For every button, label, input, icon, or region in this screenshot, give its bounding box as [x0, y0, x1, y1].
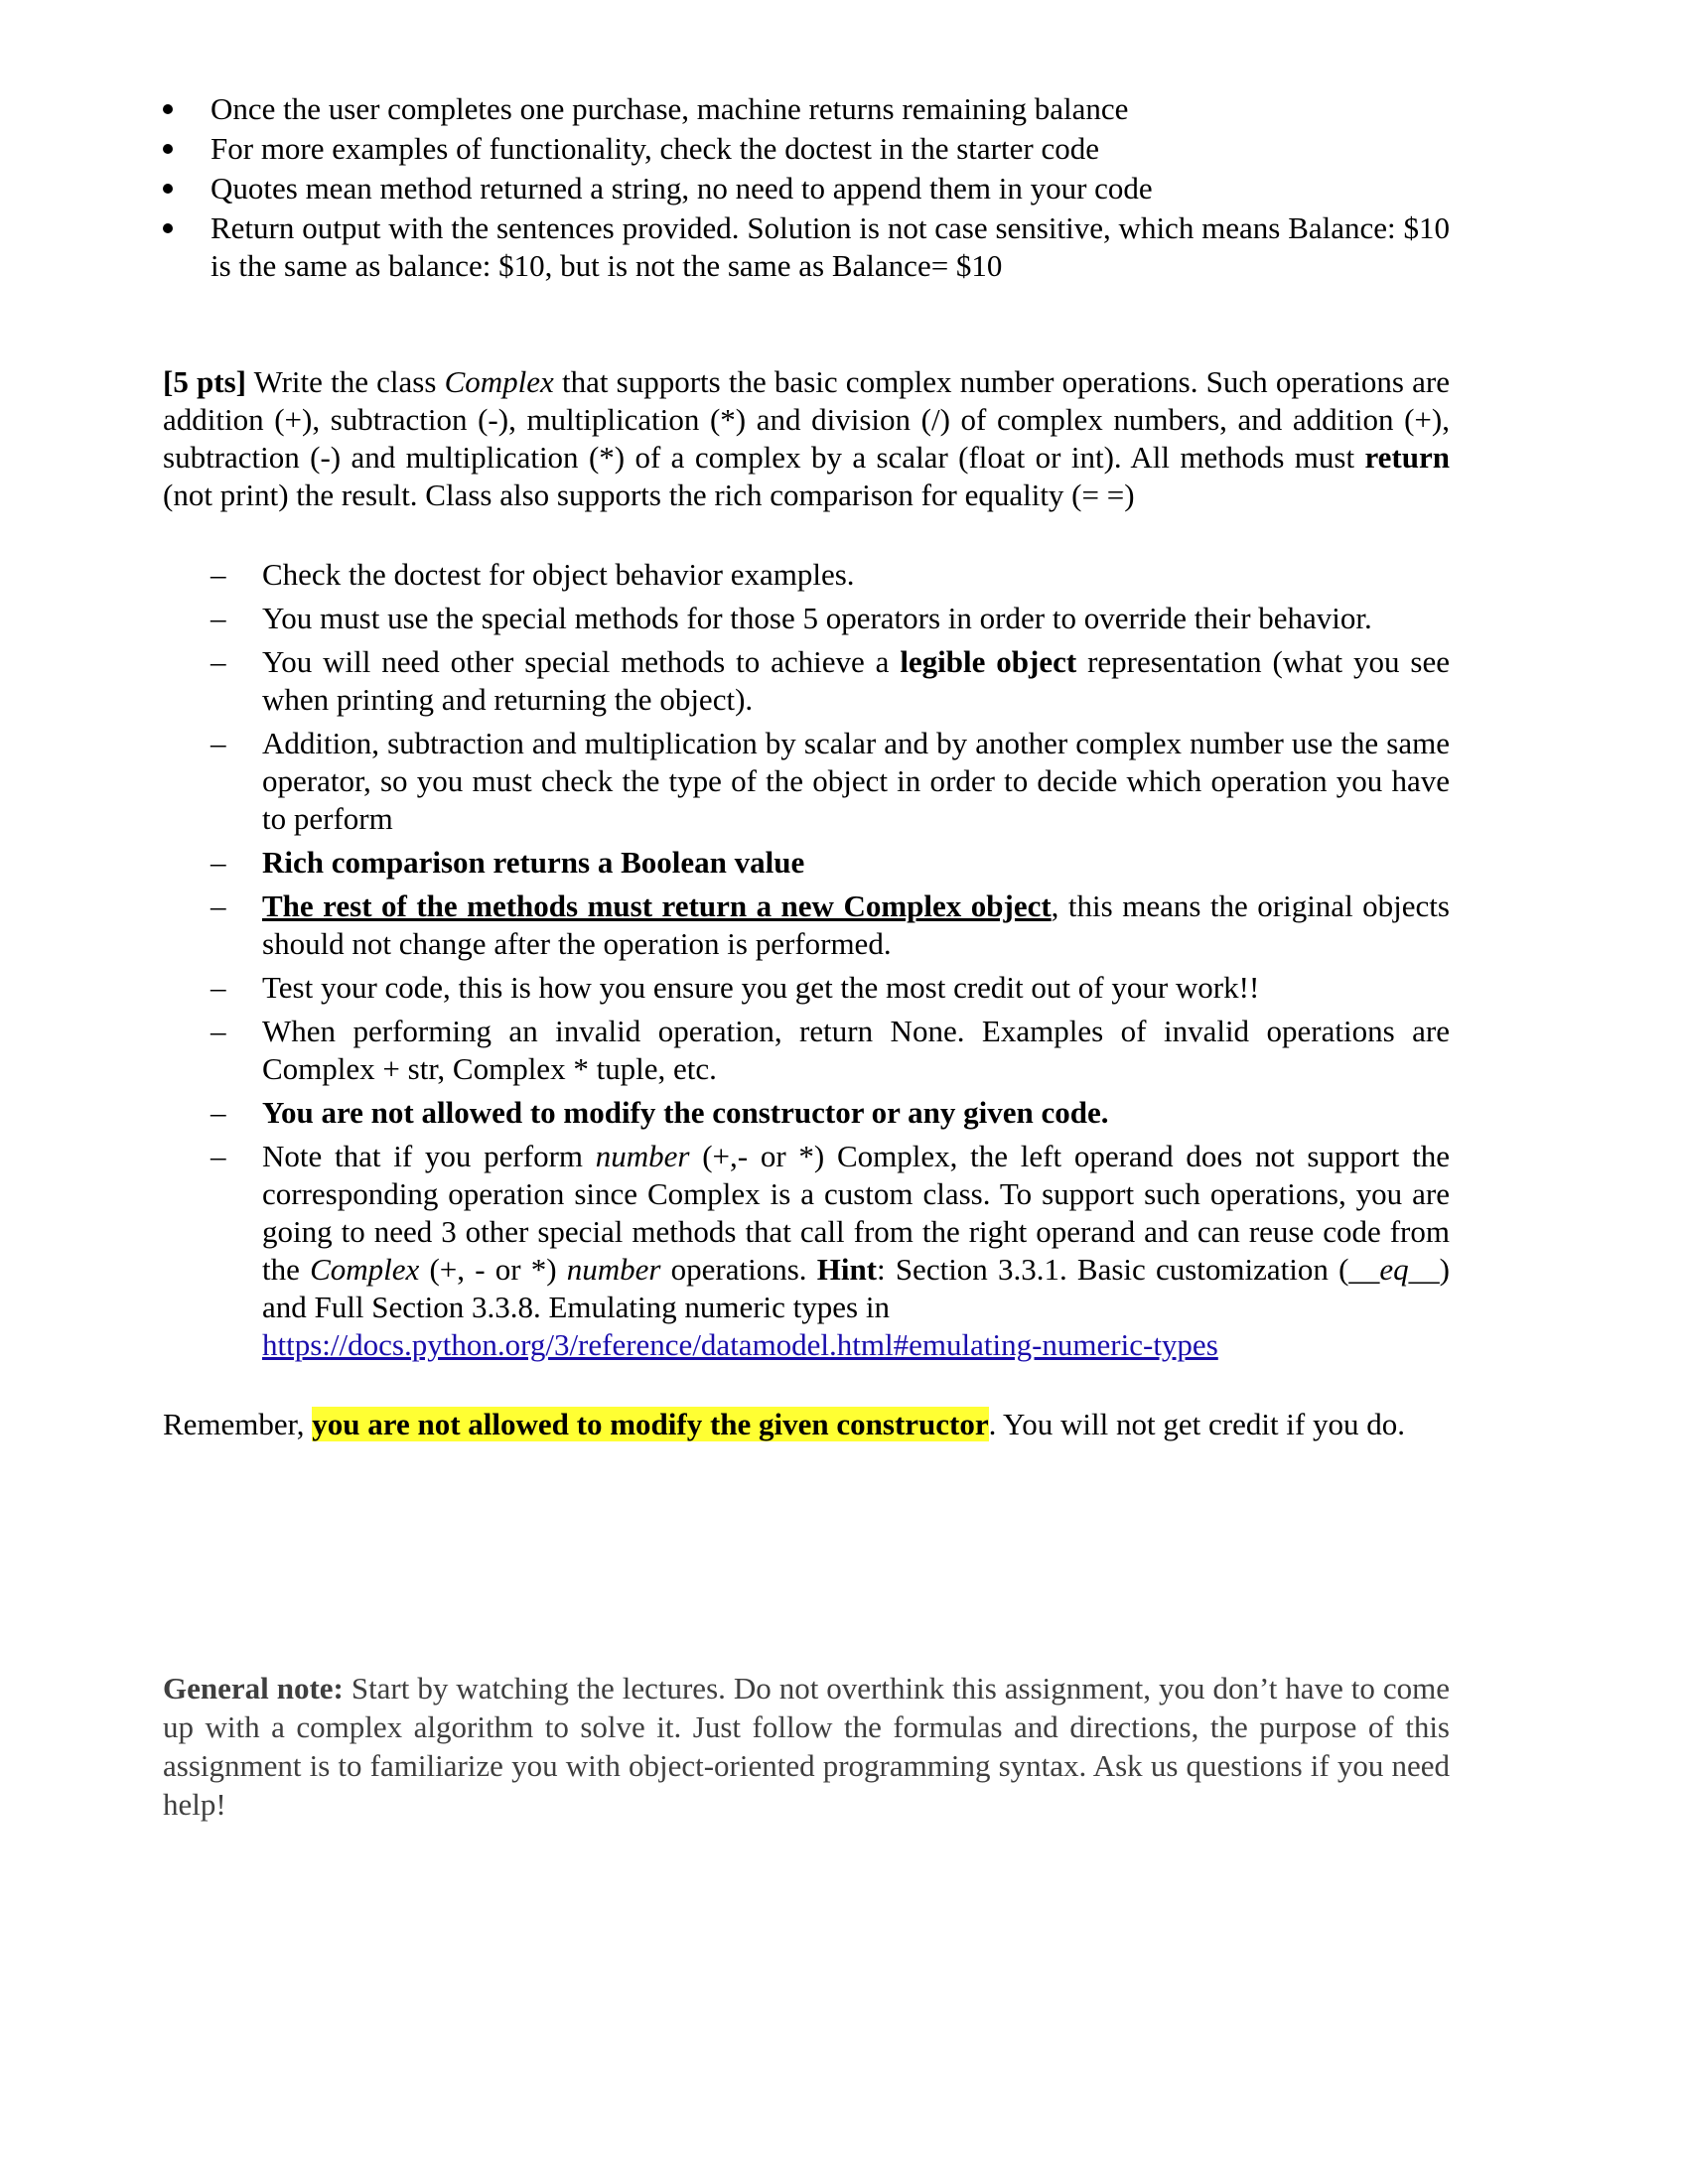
dash-item: – You are not allowed to modify the constructor or any given code.	[211, 1095, 1109, 1130]
dash-item: – When performing an invalid operation, return None. Examples of invalid operations are Complex + str, Complex * tuple, etc.	[211, 1014, 1450, 1086]
bullet-item: Return output with the sentences provided. Solution is not case sensitive, which means Balance: $10 is the same as balance: $10, but is not the same as Balance= $10	[159, 209, 1450, 285]
bullet-item: Quotes mean method returned a string, no need to append them in your code	[159, 170, 1450, 207]
bullet-icon	[163, 184, 173, 194]
dash-item: – Rich comparison returns a Boolean value	[211, 845, 805, 880]
task-description: [5 pts] Write the class Complex that supports the basic complex number operations. Such operations are addition (+), subtraction (-), multiplication (*) and division (/) of complex numbers, and addition (+), subtraction (-) and multiplication (*) of a complex by a scalar (float or int). All methods must return (not print) the result. Class also supports the rich comparison for equality (= =)	[163, 364, 1450, 512]
general-note-paragraph: General note: Start by watching the lectures. Do not overthink this assignment, you don’t have to come up with a complex algorithm to solve it. Just follow the formulas and directions, the purpose of this assignment is to familiarize you with object-oriented programming syntax. Ask us questions if you need help!	[163, 1671, 1450, 1822]
bullet-icon	[163, 223, 173, 233]
dash-item: – The rest of the methods must return a new Complex object, this means the original objects should not change after the operation is performed.	[211, 888, 1450, 961]
highlighted-warning: you are not allowed to modify the given constructor	[312, 1407, 989, 1441]
instructions-dash-list	[211, 556, 1450, 1370]
requirements-bullet-list	[159, 90, 1450, 287]
class-name: Complex	[444, 364, 554, 399]
dash-item: – You must use the special methods for those 5 operators in order to override their behavior.	[211, 601, 1372, 635]
bullet-item: Once the user completes one purchase, machine returns remaining balance	[159, 90, 1450, 128]
dash-item: – Addition, subtraction and multiplication by scalar and by another complex number use the same operator, so you must check the type of the object in order to decide which operation you have to perform	[211, 726, 1450, 836]
bullet-icon	[163, 144, 173, 154]
dash-item: – Note that if you perform number (+,- or *) Complex, the left operand does not support the corresponding operation since Complex is a custom class. To support such operations, you are going to need 3 other special methods that call from the right operand and can reuse code from the Complex (+, - or *) number operations. Hint: Section 3.3.1. Basic customization (__eq__) and Full Section 3.3.8. Emulating numeric types in https://docs.python.org/3/reference/datamodel.html#emulating-numeric-types	[211, 1139, 1450, 1362]
dash-item: – You will need other special methods to achieve a legible object representation (what you see when printing and returning the object).	[211, 644, 1450, 717]
bullet-icon	[163, 104, 173, 114]
bullet-item: For more examples of functionality, check the doctest in the starter code	[159, 130, 1450, 168]
dash-item: – Test your code, this is how you ensure you get the most credit out of your work!!	[211, 970, 1260, 1005]
python-docs-link[interactable]: https://docs.python.org/3/reference/datamodel.html#emulating-numeric-types	[262, 1327, 1218, 1362]
dash-item: – Check the doctest for object behavior examples.	[211, 557, 855, 592]
reminder-paragraph: Remember, you are not allowed to modify the given constructor. You will not get credit if you do.	[163, 1407, 1405, 1441]
points-label: [5 pts]	[163, 364, 246, 399]
